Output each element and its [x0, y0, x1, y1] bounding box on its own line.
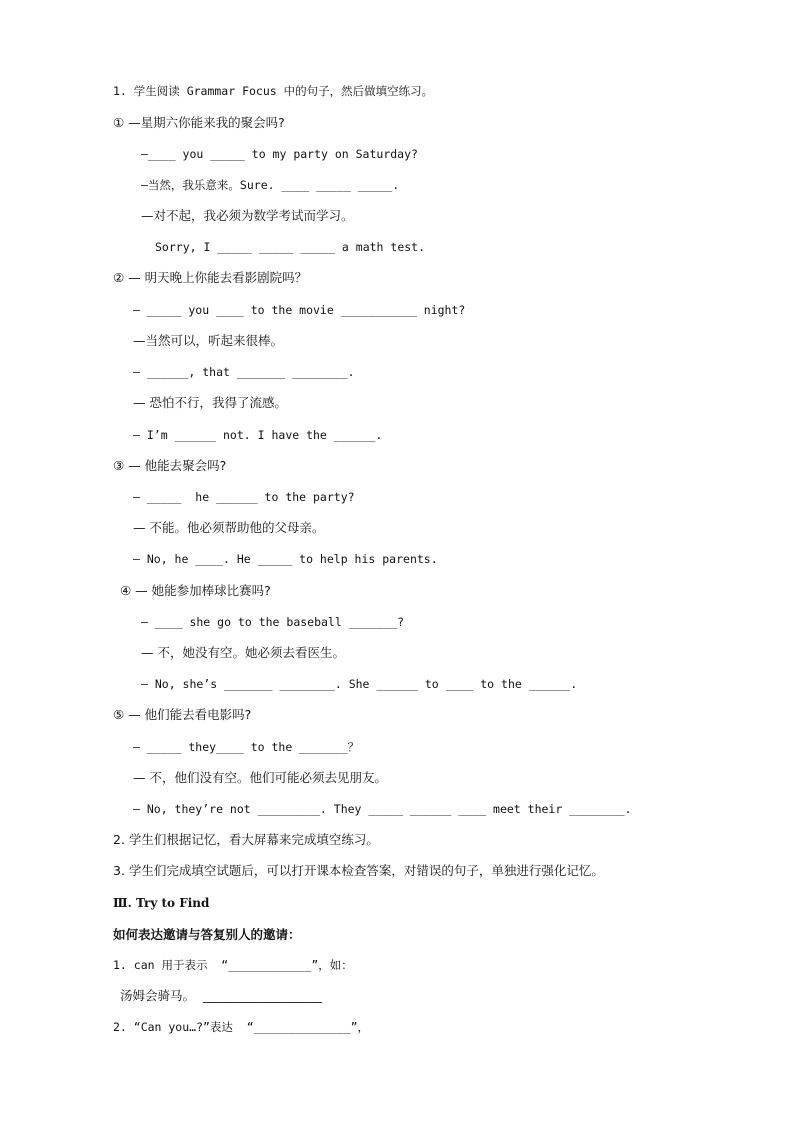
q1-chinese-prompt: ① —星期六你能来我的聚会吗? — [113, 115, 285, 130]
q3-answer-chinese: — 不能。他必须帮助他的父母亲。 — [133, 520, 325, 535]
item-1-can: 1. can 用于表示 “____________”，如： — [113, 958, 353, 972]
q4-english-blank: — ____ she go to the baseball _______? — [141, 615, 405, 629]
q2-chinese-prompt: ② — 明天晚上你能去看影剧院吗？ — [113, 270, 308, 285]
instruction-3: 3. 学生们完成填空试题后，可以打开课本检查答案，对错误的句子，单独进行强化记忆。 — [113, 863, 604, 878]
instruction-1: 1. 学生阅读 Grammar Focus 中的句子，然后做填空练习。 — [113, 84, 434, 98]
q4-chinese-prompt: ④ — 她能参加棒球比赛吗? — [120, 583, 271, 598]
instruction-2: 2. 学生们根据记忆，看大屏幕来完成填空练习。 — [113, 832, 379, 847]
subheading: 如何表达邀请与答复别人的邀请： — [113, 927, 301, 942]
item-1-example: 汤姆会骑马。 ___________________ — [120, 988, 322, 1003]
q3-chinese-prompt: ③ — 他能去聚会吗? — [113, 458, 227, 473]
q2-answer-yes-chinese: —当然可以，听起来很棒。 — [133, 333, 284, 348]
q2-answer-yes-english: — ______, that _______ ________. — [133, 365, 355, 379]
q4-answer-chinese: — 不，她没有空。她必须去看医生。 — [141, 645, 345, 660]
section-heading: Ⅲ. Try to Find — [113, 896, 210, 910]
q3-answer-english: — No, he ____. He _____ to help his parents. — [133, 552, 438, 566]
q2-answer-no-chinese: — 恐怕不行，我得了流感。 — [133, 395, 287, 410]
q3-english-blank: — _____ he ______ to the party? — [133, 490, 355, 504]
q2-answer-no-english: — I’m ______ not. I have the ______. — [133, 428, 383, 442]
q4-answer-english: — No, she’s _______ ________. She ______ to ____ to the ______. — [141, 677, 578, 691]
q5-chinese-prompt: ⑤ — 他们能去看电影吗? — [113, 707, 252, 722]
q1-answer-yes: —当然，我乐意来。Sure. ____ _____ _____. — [141, 178, 400, 192]
q1-answer-no-chinese: —对不起，我必须为数学考试而学习。 — [141, 208, 354, 223]
q2-english-blank: — _____ you ____ to the movie ___________ night? — [133, 303, 466, 317]
item-2-can-you: 2. “Can you…?”表达 “______________”， — [113, 1020, 370, 1034]
q5-answer-english: — No, they’re not _________. They _____ ______ ____ meet their ________. — [133, 802, 632, 816]
q1-answer-no-english: Sorry, I _____ _____ _____ a math test. — [155, 240, 426, 254]
q5-english-blank: — _____ they____ to the _______？ — [133, 740, 360, 754]
q1-english-blank: —____ you _____ to my party on Saturday? — [141, 147, 418, 161]
q5-answer-chinese: — 不，他们没有空。他们可能必须去见朋友。 — [133, 770, 387, 785]
